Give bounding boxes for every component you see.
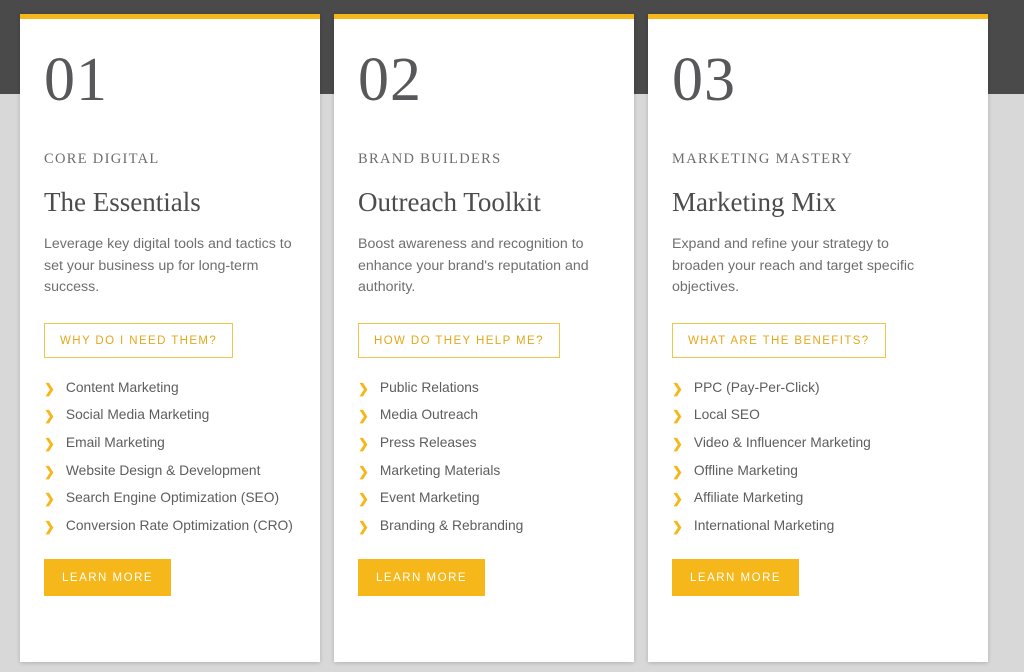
list-item bbox=[672, 380, 964, 396]
list-item-label: Search Engine Optimization (SEO) bbox=[65, 490, 280, 506]
list-item bbox=[672, 435, 964, 451]
card-description: Expand and refine your strategy to broaden your reach and target specific objectives. bbox=[672, 236, 915, 296]
chevron-right-icon: ❯ bbox=[44, 491, 55, 507]
chevron-right-icon: ❯ bbox=[358, 435, 369, 451]
learn-more-button[interactable]: LEARN MORE bbox=[44, 559, 171, 596]
list-item bbox=[672, 518, 964, 534]
chevron-right-icon: ❯ bbox=[672, 491, 683, 507]
list-item bbox=[44, 435, 296, 451]
list-item-label: Social Media Marketing bbox=[65, 407, 210, 423]
list-item bbox=[358, 380, 610, 396]
list-item bbox=[44, 490, 296, 506]
list-item-label: Email Marketing bbox=[65, 434, 165, 450]
service-card-core-digital bbox=[20, 14, 320, 662]
list-item-label: Media Outreach bbox=[379, 407, 479, 423]
list-item-label: PPC (Pay-Per-Click) bbox=[693, 379, 820, 395]
chevron-right-icon: ❯ bbox=[44, 408, 55, 424]
card-question-button[interactable]: WHY DO I NEED THEM? bbox=[44, 323, 233, 358]
card-title: Outreach Toolkit bbox=[358, 187, 541, 217]
chevron-right-icon: ❯ bbox=[358, 408, 369, 424]
list-item-label: Affiliate Marketing bbox=[693, 490, 804, 506]
card-feature-list bbox=[44, 380, 296, 534]
list-item-label: Event Marketing bbox=[379, 490, 480, 506]
list-item-label: Branding & Rebranding bbox=[379, 517, 524, 533]
chevron-right-icon: ❯ bbox=[672, 435, 683, 451]
list-item bbox=[672, 490, 964, 506]
chevron-right-icon: ❯ bbox=[44, 380, 55, 396]
card-number: 02 bbox=[358, 46, 422, 114]
list-item-label: Marketing Materials bbox=[379, 462, 501, 478]
card-question-button[interactable]: HOW DO THEY HELP ME? bbox=[358, 323, 560, 358]
list-item-label: Website Design & Development bbox=[65, 462, 261, 478]
chevron-right-icon: ❯ bbox=[358, 518, 369, 534]
list-item-label: Video & Influencer Marketing bbox=[693, 434, 871, 450]
card-number: 01 bbox=[44, 46, 108, 114]
list-item bbox=[44, 380, 296, 396]
service-card-brand-builders bbox=[334, 14, 634, 662]
chevron-right-icon: ❯ bbox=[358, 491, 369, 507]
chevron-right-icon: ❯ bbox=[44, 463, 55, 479]
card-kicker: BRAND BUILDERS bbox=[358, 151, 502, 167]
list-item-label: Public Relations bbox=[379, 379, 479, 395]
chevron-right-icon: ❯ bbox=[672, 518, 683, 534]
list-item bbox=[672, 407, 964, 423]
chevron-right-icon: ❯ bbox=[358, 463, 369, 479]
list-item bbox=[358, 435, 610, 451]
list-item-label: Offline Marketing bbox=[693, 462, 798, 478]
list-item-label: Local SEO bbox=[693, 407, 760, 423]
list-item bbox=[358, 490, 610, 506]
list-item bbox=[44, 518, 296, 534]
service-card-marketing-mastery bbox=[648, 14, 988, 662]
card-feature-list bbox=[672, 380, 964, 534]
chevron-right-icon: ❯ bbox=[672, 463, 683, 479]
learn-more-button[interactable]: LEARN MORE bbox=[672, 559, 799, 596]
card-title: Marketing Mix bbox=[672, 187, 837, 217]
chevron-right-icon: ❯ bbox=[358, 380, 369, 396]
list-item bbox=[44, 407, 296, 423]
chevron-right-icon: ❯ bbox=[672, 408, 683, 424]
list-item bbox=[358, 407, 610, 423]
card-kicker: MARKETING MASTERY bbox=[672, 151, 854, 167]
card-description: Leverage key digital tools and tactics to set your business up for long-term success. bbox=[44, 236, 292, 296]
card-number: 03 bbox=[672, 46, 736, 114]
list-item bbox=[358, 518, 610, 534]
chevron-right-icon: ❯ bbox=[44, 435, 55, 451]
list-item bbox=[44, 463, 296, 479]
chevron-right-icon: ❯ bbox=[44, 518, 55, 534]
card-title: The Essentials bbox=[44, 187, 201, 217]
list-item-label: Content Marketing bbox=[65, 379, 179, 395]
list-item-label: Press Releases bbox=[379, 434, 477, 450]
learn-more-button[interactable]: LEARN MORE bbox=[358, 559, 485, 596]
list-item-label: International Marketing bbox=[693, 517, 835, 533]
card-kicker: CORE DIGITAL bbox=[44, 151, 160, 167]
card-feature-list bbox=[358, 380, 610, 534]
card-question-button[interactable]: WHAT ARE THE BENEFITS? bbox=[672, 323, 886, 358]
list-item bbox=[672, 463, 964, 479]
list-item-label: Conversion Rate Optimization (CRO) bbox=[65, 517, 293, 533]
chevron-right-icon: ❯ bbox=[672, 380, 683, 396]
card-description: Boost awareness and recognition to enhance your brand's reputation and authority. bbox=[358, 236, 589, 296]
list-item bbox=[358, 463, 610, 479]
